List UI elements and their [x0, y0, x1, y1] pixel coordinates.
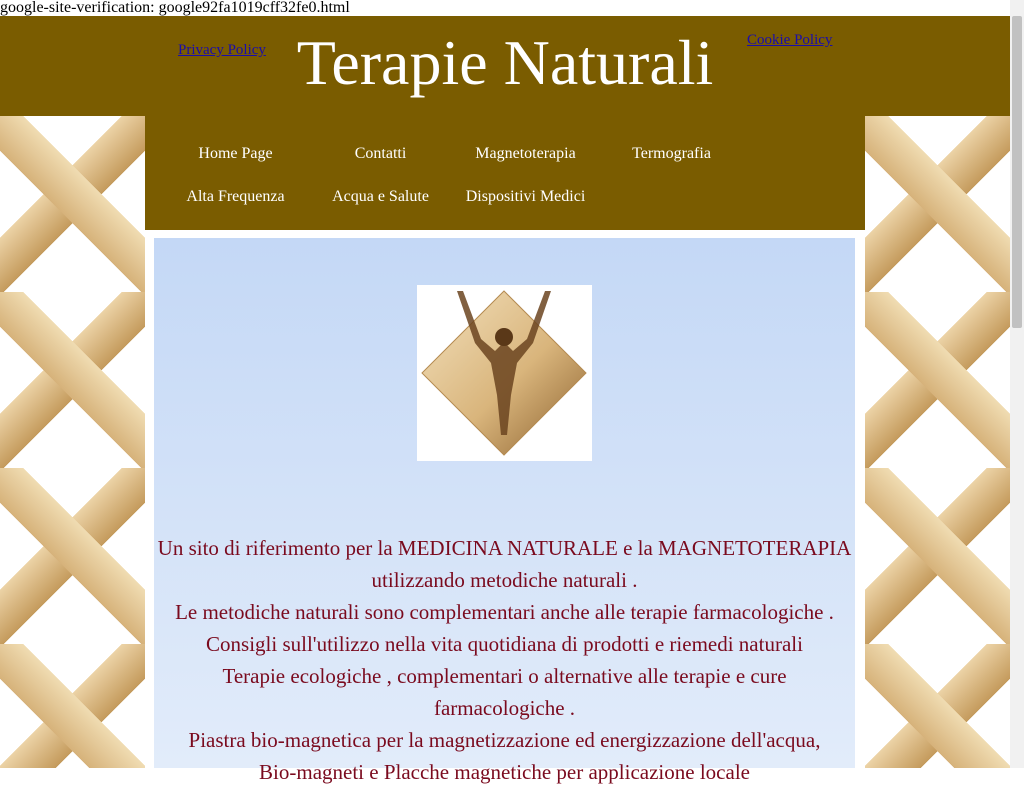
main-navigation — [145, 116, 865, 230]
decorative-background-right — [865, 116, 1010, 768]
page-scrollbar[interactable] — [1010, 0, 1024, 768]
decorative-background-left — [0, 116, 145, 768]
hero-image — [417, 285, 592, 461]
nav-item-alta-frequenza[interactable]: Alta Frequenza — [186, 188, 285, 205]
privacy-policy-link[interactable]: Privacy Policy — [178, 42, 266, 58]
cookie-policy-link[interactable]: Cookie Policy — [747, 32, 833, 48]
site-title: Terapie Naturali — [296, 27, 714, 98]
intro-line: Bio-magneti e Placche magnetiche per applicazione locale — [259, 760, 750, 784]
nav-item-termografia[interactable]: Termografia — [632, 145, 711, 162]
scrollbar-thumb[interactable] — [1012, 16, 1022, 328]
intro-line: Terapie ecologiche , complementari o alternative alle terapie e cure — [222, 664, 787, 688]
intro-text — [154, 532, 855, 788]
intro-line: farmacologiche . — [433, 696, 576, 720]
site-header — [0, 16, 1010, 116]
figure-diamond-icon — [417, 285, 592, 461]
intro-line: Consigli sull'utilizzo nella vita quotidiana di prodotti e riemedi naturali — [206, 632, 803, 656]
main-content — [154, 238, 855, 784]
nav-item-contatti[interactable]: Contatti — [354, 145, 407, 162]
site-verification-text: google-site-verification: google92fa1019cff32fe0.html — [0, 0, 350, 16]
intro-line: Le metodiche naturali sono complementari anche alle terapie farmacologiche . — [175, 600, 834, 624]
nav-item-magnetoterapia[interactable]: Magnetoterapia — [475, 145, 576, 162]
nav-item-home[interactable]: Home Page — [198, 145, 273, 162]
nav-item-dispositivi-medici[interactable]: Dispositivi Medici — [465, 188, 586, 205]
intro-line: Un sito di riferimento per la MEDICINA NATURALE e la MAGNETOTERAPIA — [157, 536, 852, 560]
nav-item-acqua-e-salute[interactable]: Acqua e Salute — [332, 188, 429, 205]
intro-line: Piastra bio-magnetica per la magnetizzazione ed energizzazione dell'acqua, — [188, 728, 821, 752]
intro-line: utilizzando metodiche naturali . — [371, 568, 638, 592]
